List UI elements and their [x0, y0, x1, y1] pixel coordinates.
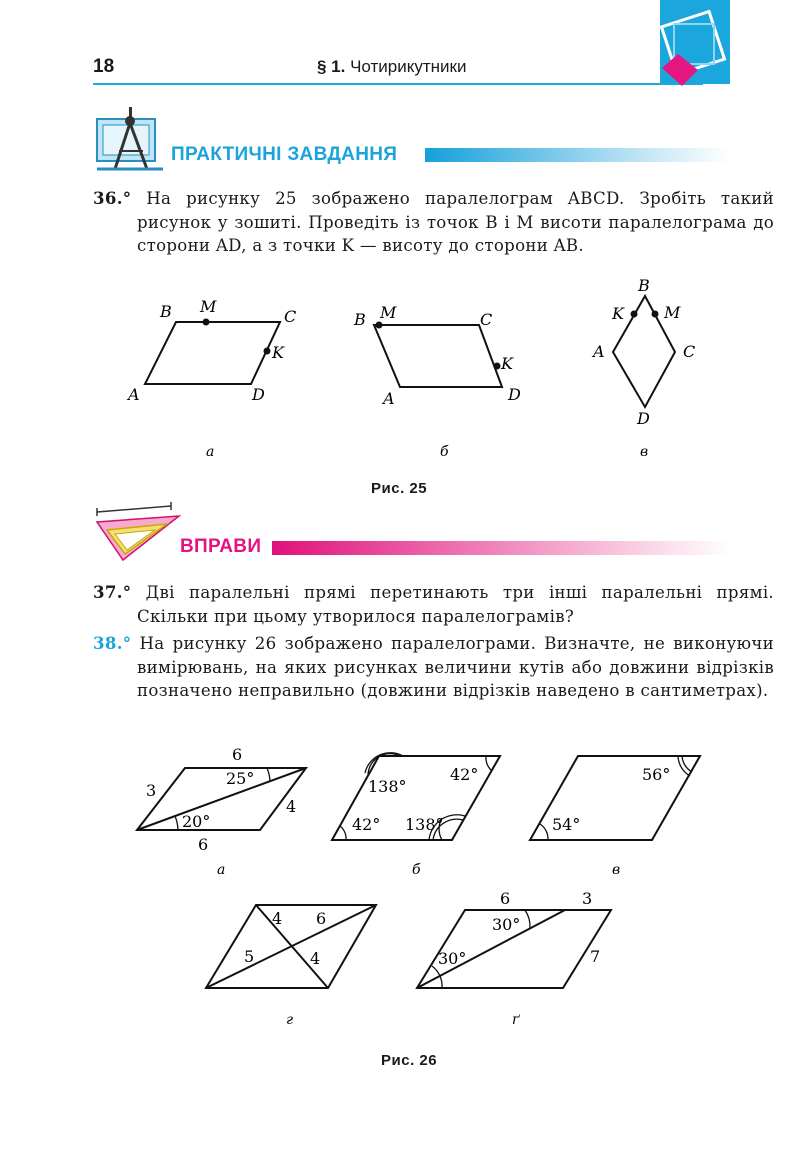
fig26-sub-gg: ґ [512, 1012, 520, 1028]
fig26v-bl: 54° [552, 815, 581, 834]
fig25v-label-c: C [683, 342, 696, 361]
fig25a-label-a: A [128, 385, 140, 404]
fig25b-point-m [376, 322, 383, 329]
practical-title: ПРАКТИЧНІ ЗАВДАННЯ [171, 144, 398, 165]
fig25v-label-k: K [612, 304, 624, 323]
fig26a-angle-bottom: 20° [182, 812, 211, 831]
figure-25-caption: Рис. 25 [371, 480, 428, 497]
fig25a-point-k [264, 348, 271, 355]
fig25b-parallelogram [374, 325, 502, 387]
fig26gg-top1: 6 [500, 889, 511, 908]
fig26a-right: 4 [286, 797, 297, 816]
fig26g-s4: 4 [310, 949, 321, 968]
fig26gg-angle1: 30° [492, 915, 521, 934]
fig25a-label-d: D [252, 385, 265, 404]
fig25b-label-k: K [501, 354, 513, 373]
fig26gg-top2: 3 [582, 889, 593, 908]
ruler-triangle-icon [93, 500, 185, 566]
fig25-sub-b: б [440, 444, 449, 460]
fig25a-label-b: B [160, 302, 172, 321]
fig26-sub-v: в [612, 862, 621, 878]
fig25b-label-d: D [508, 385, 521, 404]
fig26b-bl: 42° [352, 815, 381, 834]
corner-decoration [660, 0, 730, 96]
fig25-sub-v: в [640, 444, 649, 460]
fig26a-left: 3 [146, 781, 157, 800]
fig25v-label-a: A [593, 342, 605, 361]
practical-title-bar [425, 148, 730, 162]
task-37 [93, 581, 774, 628]
fig26b-tl: 138° [368, 777, 407, 796]
section-title: Чотирикутники [350, 57, 467, 76]
page-number: 18 [93, 56, 115, 77]
header-rule [93, 83, 703, 85]
exercises-title-bar [272, 541, 730, 555]
fig25v-point-m [652, 311, 659, 318]
task-37-text: Дві паралельні прямі перетинають три інші паралельні прямі. Скільки при цьому утворилося паралелограмів? [137, 583, 774, 626]
fig25b-label-b: B [354, 310, 366, 329]
fig26v-tr: 56° [642, 765, 671, 784]
fig25v-label-d: D [637, 409, 650, 428]
fig25a-label-m: M [200, 297, 217, 316]
fig26-sub-b: б [412, 862, 421, 878]
fig25b-point-k [494, 363, 501, 370]
fig26a-angle-top: 25° [226, 769, 255, 788]
fig26a-top: 6 [232, 745, 243, 764]
running-head [317, 57, 466, 77]
figure-26-caption: Рис. 26 [381, 1052, 438, 1069]
fig25b-label-a: A [383, 389, 395, 408]
task-38-number: 38.° [93, 633, 132, 653]
figure-25 [120, 272, 720, 462]
fig26a-diagonal [137, 768, 306, 830]
fig26-sub-a: а [217, 862, 226, 878]
fig26g-s1: 4 [272, 909, 283, 928]
fig26g-s3: 5 [244, 947, 255, 966]
task-38-text: На рисунку 26 зображено паралелограми. Визначте, не виконуючи вимірювань, на яких рисунках величини кутів або довжини відрізків позначено неправильно (довжини відрізків наведено в сантиметрах). [137, 634, 774, 700]
fig26b-tr: 42° [450, 765, 479, 784]
exercises-title: ВПРАВИ [180, 536, 262, 557]
compass-icon [93, 103, 173, 181]
fig25v-label-m: M [664, 303, 681, 322]
fig25v-point-k [631, 311, 638, 318]
fig25-sub-a: а [206, 444, 215, 460]
task-36-number: 36.° [93, 188, 132, 208]
fig26b-br: 138° [405, 815, 444, 834]
fig26g-s2: 6 [316, 909, 327, 928]
fig25a-label-k: K [272, 343, 284, 362]
fig26a-bottom: 6 [198, 835, 209, 854]
fig26gg-right: 7 [590, 947, 601, 966]
fig26-sub-g: г [286, 1012, 294, 1028]
fig25a-parallelogram [145, 322, 280, 384]
task-37-number: 37.° [93, 582, 132, 602]
fig25b-label-c: C [480, 310, 493, 329]
task-36 [93, 187, 774, 258]
task-38 [93, 632, 774, 703]
fig26gg-angle2: 30° [438, 949, 467, 968]
fig25b-label-m: M [380, 303, 397, 322]
fig25v-label-b: B [638, 276, 650, 295]
section-mark: § 1. [317, 57, 346, 76]
fig25a-point-m [203, 319, 210, 326]
task-36-text: На рисунку 25 зображено паралелограм ABCD. Зробіть такий рисунок у зошиті. Проведіть із точок B і M висоти паралелограма до сторони AD, а з точки K — висоту до сторони AB. [137, 189, 774, 255]
figure-26 [120, 740, 720, 1040]
fig25a-label-c: C [284, 307, 297, 326]
